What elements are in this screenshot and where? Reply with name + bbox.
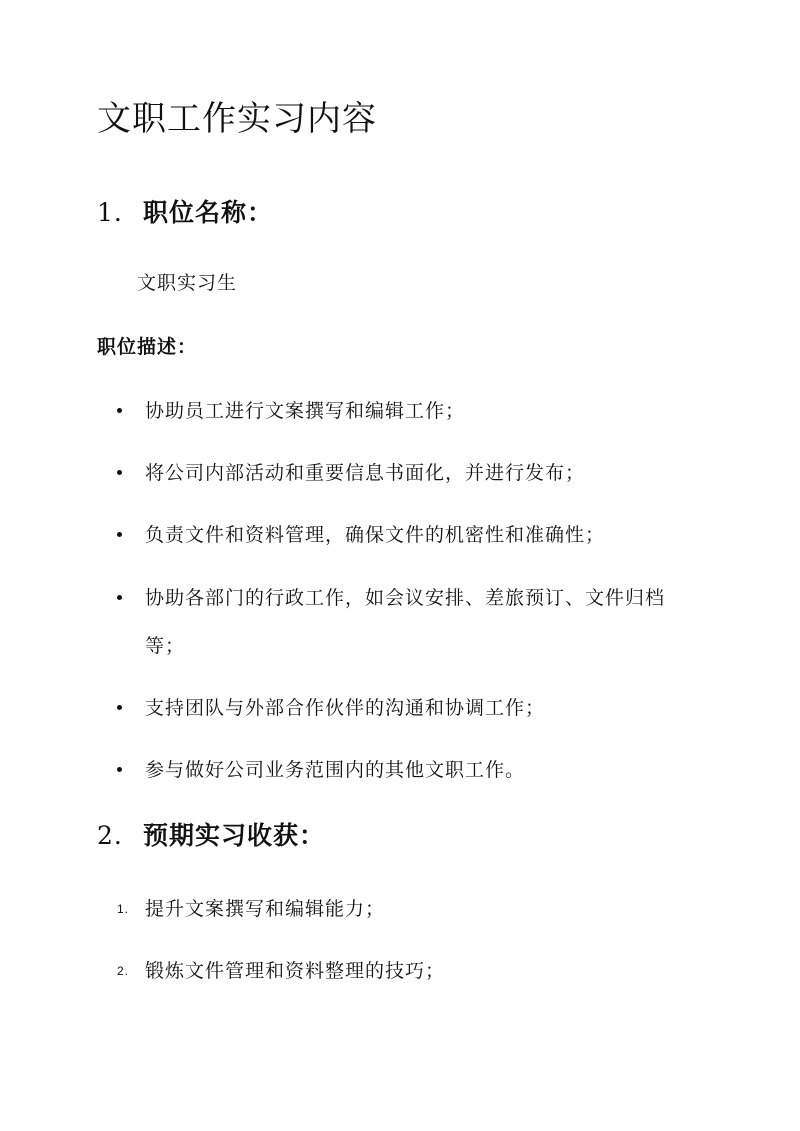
list-item-text: 协助员工进行文案撰写和编辑工作； bbox=[145, 400, 466, 422]
list-item-text: 支持团队与外部合作伙伴的沟通和协调工作； bbox=[145, 697, 546, 719]
bullet-dot-icon bbox=[117, 408, 122, 413]
list-item-text: 负责文件和资料管理，确保文件的机密性和准确性； bbox=[145, 524, 606, 546]
list-item bbox=[117, 459, 697, 487]
section-2-number: 2. bbox=[97, 821, 123, 850]
bullet-dot-icon bbox=[117, 705, 122, 710]
section-2-title: 预期实习收获： bbox=[143, 821, 326, 850]
document-title: 文职工作实习内容 bbox=[97, 99, 377, 139]
item-number: 2. bbox=[117, 964, 130, 978]
position-name: 文职实习生 bbox=[137, 272, 238, 294]
bullet-dot-icon bbox=[117, 470, 122, 475]
section-2-heading bbox=[97, 818, 325, 854]
section-1-number: 1. bbox=[97, 198, 123, 227]
bullet-dot-icon bbox=[117, 595, 122, 600]
list-item bbox=[117, 694, 697, 722]
bullet-dot-icon bbox=[117, 767, 122, 772]
section-1-heading bbox=[97, 195, 273, 231]
list-item bbox=[117, 521, 697, 549]
list-item bbox=[117, 756, 697, 784]
item-text: 提升文案撰写和编辑能力； bbox=[145, 898, 386, 920]
description-heading: 职位描述： bbox=[97, 336, 198, 358]
item-text: 锻炼文件管理和资料整理的技巧； bbox=[145, 960, 446, 982]
section-1-title: 职位名称： bbox=[143, 198, 274, 227]
numbered-item bbox=[117, 895, 385, 923]
bullet-dot-icon bbox=[117, 532, 122, 537]
numbered-item bbox=[117, 957, 445, 985]
item-number: 1. bbox=[117, 902, 130, 916]
list-item-text: 协助各部门的行政工作，如会议安排、差旅预订、文件归档 bbox=[145, 587, 666, 609]
list-item-text: 参与做好公司业务范围内的其他文职工作。 bbox=[145, 759, 526, 781]
list-item bbox=[117, 397, 697, 425]
list-item-continuation: 等； bbox=[145, 635, 186, 657]
list-item-text: 将公司内部活动和重要信息书面化，并进行发布； bbox=[145, 462, 586, 484]
list-item bbox=[117, 584, 697, 660]
